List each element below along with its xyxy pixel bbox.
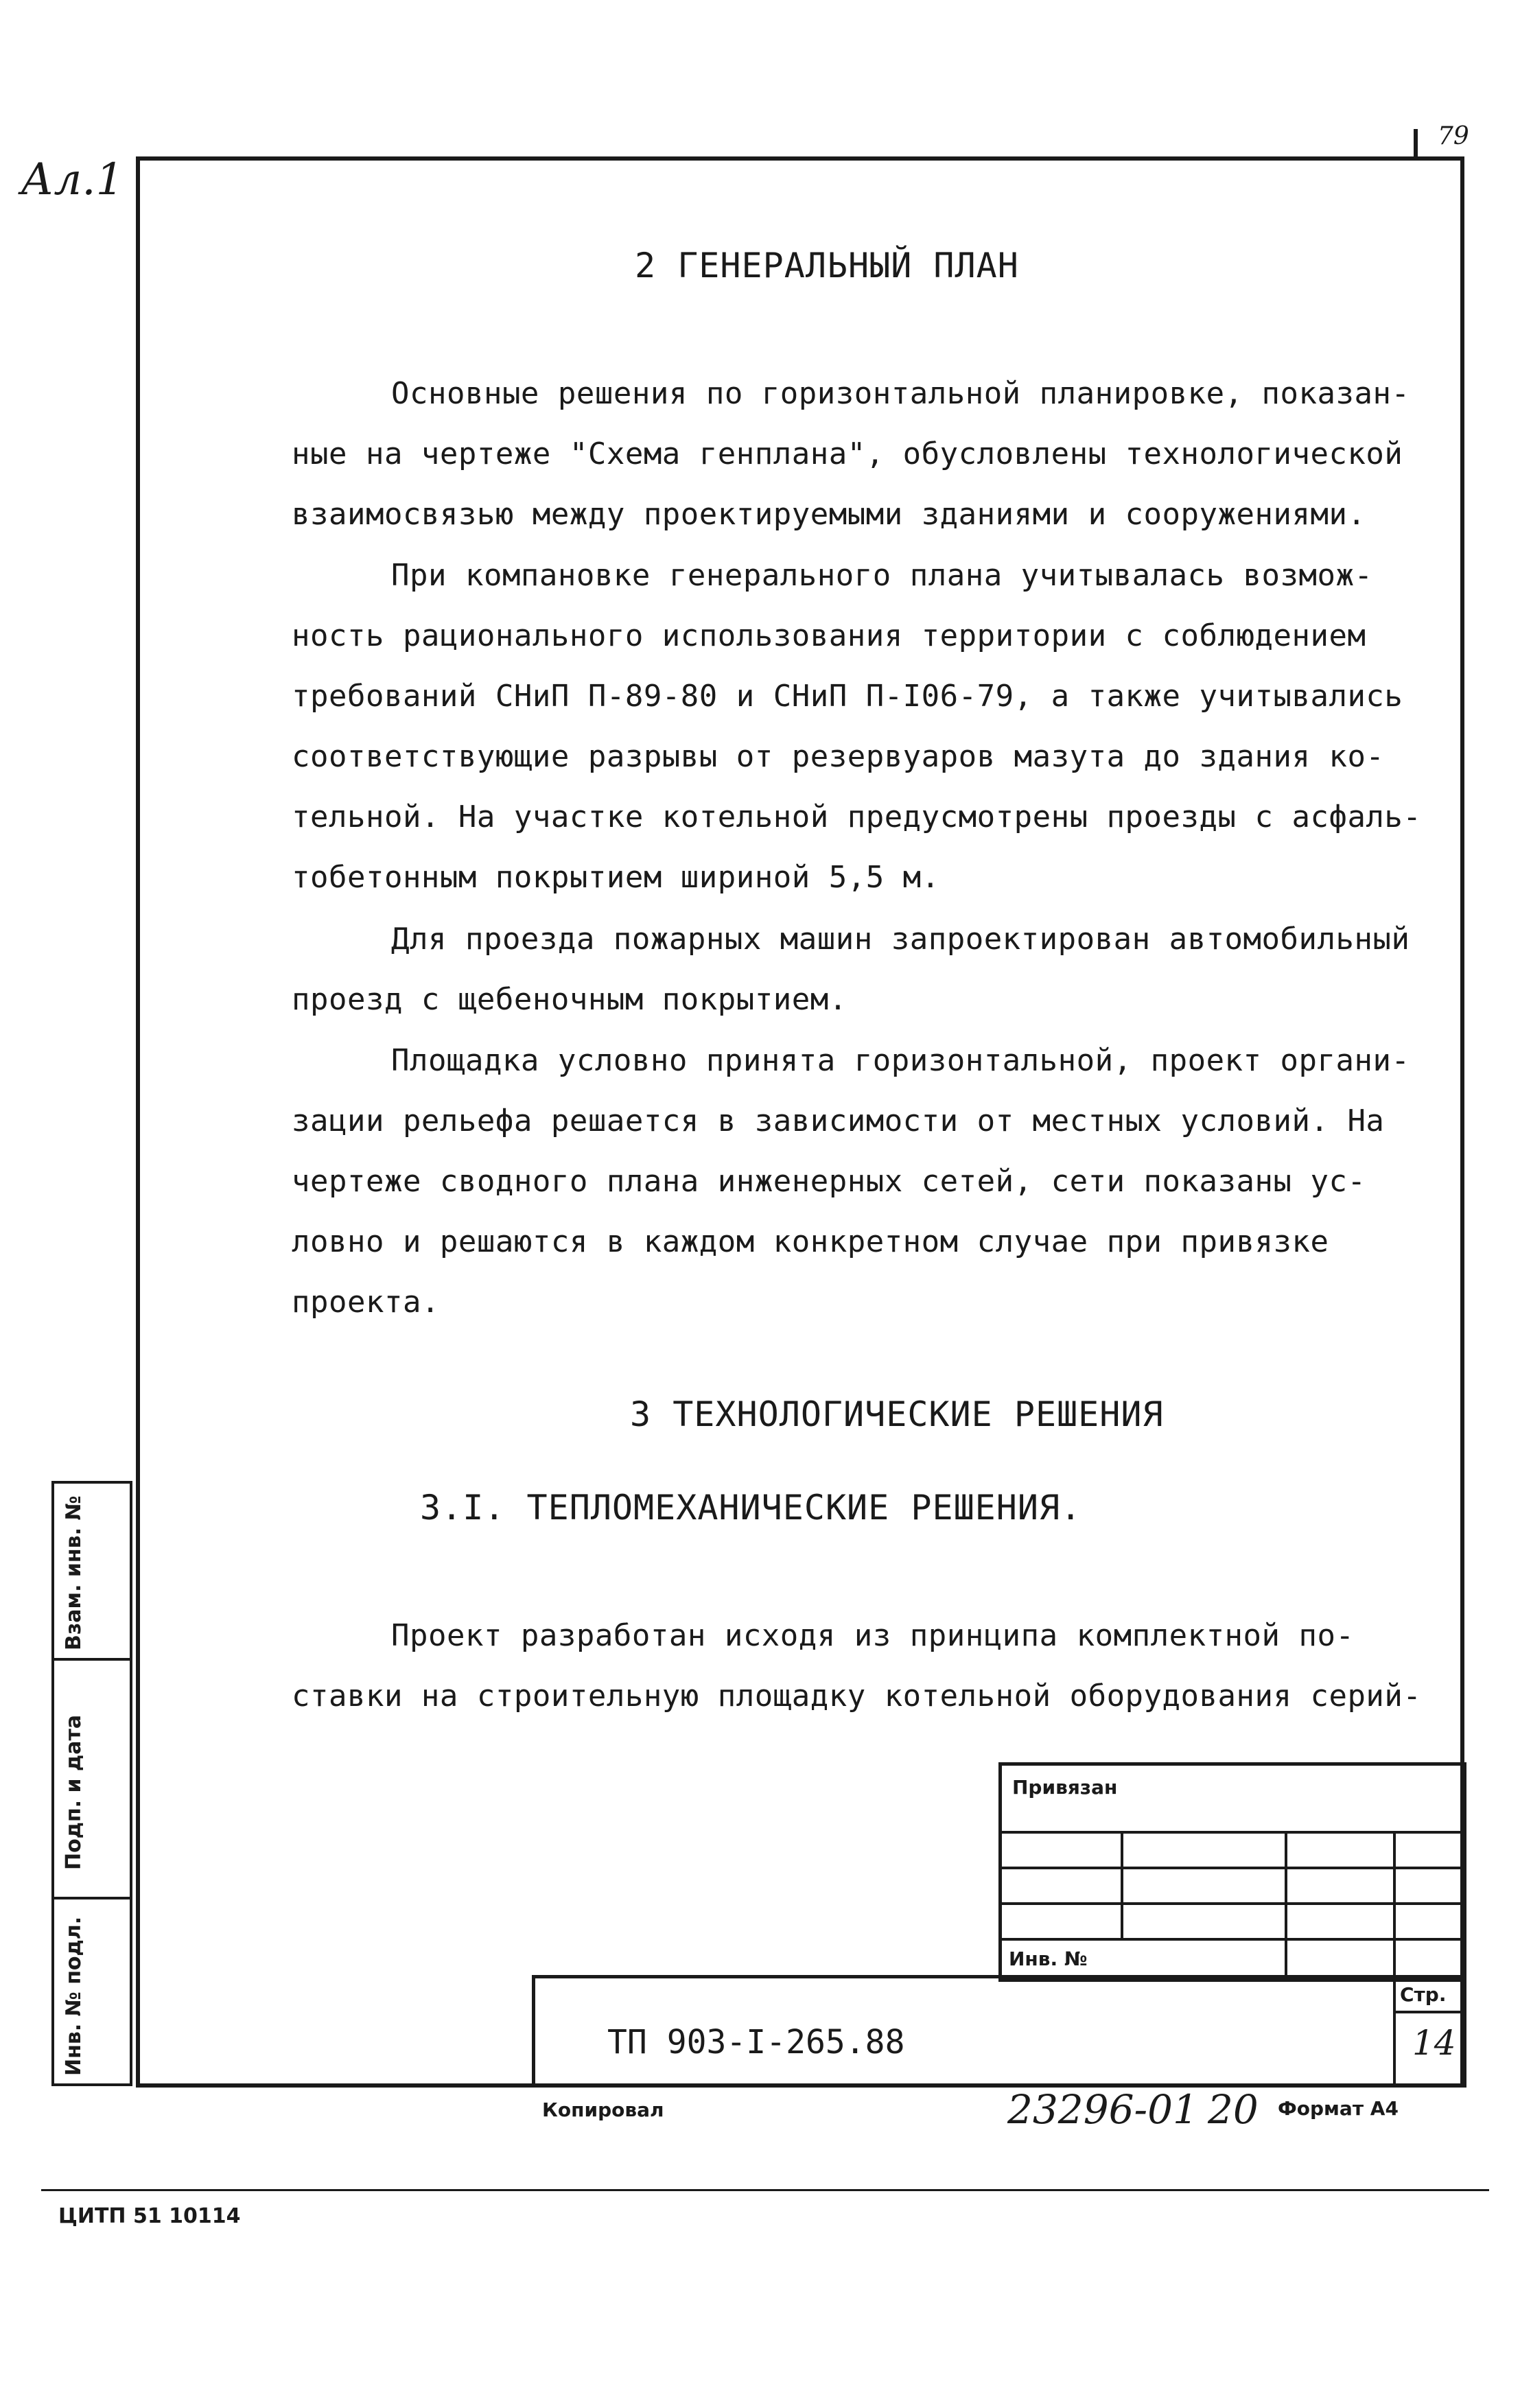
section-2-paragraph-3 xyxy=(292,909,1458,1030)
page-label: Стр. xyxy=(1400,1983,1447,2006)
text-line: Площадка условно принята горизонтальной, проект органи- xyxy=(391,1043,1410,1078)
text-line: соответствующие разрывы от резервуаров мазута до здания ко- xyxy=(292,739,1385,774)
text-line: ность рационального использования территории с соблюдением xyxy=(292,618,1366,653)
privyazan-rule xyxy=(998,1831,1466,1834)
printer-mark: ЦИТП 51 10114 xyxy=(58,2204,241,2228)
bottom-rule xyxy=(41,2189,1489,2191)
page-number: 14 xyxy=(1412,2023,1456,2063)
text-line: зации рельефа решается в зависимости от местных условий. На xyxy=(292,1103,1385,1138)
text-line: проекта. xyxy=(292,1285,440,1320)
format-label: Формат А4 xyxy=(1278,2097,1399,2120)
privyazan-label: Привязан xyxy=(1012,1776,1118,1799)
text-line: требований СНиП П-89-80 и СНиП П-I06-79, а также учитывались xyxy=(292,679,1403,714)
page-number-cell-rule xyxy=(1393,2011,1466,2013)
side-label-inv-podl: Инв. № подл. xyxy=(62,1916,86,2076)
order-number: 23296-01 xyxy=(1007,2086,1198,2133)
kopiroval-label: Копировал xyxy=(542,2099,664,2121)
section-3-1-subheading: 3.I. ТЕПЛОМЕХАНИЧЕСКИЕ РЕШЕНИЯ. xyxy=(420,1488,1082,1528)
privyazan-vline xyxy=(1121,1831,1123,1938)
text-line: тельной. На участке котельной предусмотрены проезды с асфаль- xyxy=(292,799,1422,834)
text-line: ставки на строительную площадку котельной оборудования серий- xyxy=(292,1679,1422,1714)
side-label-vzam-inv: Взам. инв. № xyxy=(62,1495,86,1650)
order-suffix: 20 xyxy=(1208,2086,1259,2133)
section-2-paragraph-4 xyxy=(292,1031,1458,1333)
privyazan-rule xyxy=(998,1938,1466,1941)
text-line: Для проезда пожарных машин запроектирован автомобильный xyxy=(391,922,1410,957)
page-number-cell-divider xyxy=(1393,1975,1396,2086)
text-line: Основные решения по горизонтальной планировке, показан- xyxy=(391,376,1410,411)
section-3-paragraph-1 xyxy=(292,1606,1458,1727)
text-line: тобетонным покрытием шириной 5,5 м. xyxy=(292,860,940,895)
text-line: ловно и решаются в каждом конкретном случае при привязке xyxy=(292,1224,1329,1259)
privyazan-rule xyxy=(998,1902,1466,1905)
section-3-heading: 3 ТЕХНОЛОГИЧЕСКИЕ РЕШЕНИЯ xyxy=(630,1394,1164,1434)
inv-no-label: Инв. № xyxy=(1009,1948,1088,1970)
text-line: взаимосвязью между проектируемыми зданиями и сооружениями. xyxy=(292,497,1366,532)
side-label-podp-data: Подп. и дата xyxy=(62,1714,86,1870)
document-code: ТП 903-I-265.88 xyxy=(607,2023,905,2061)
privyazan-vline xyxy=(1285,1831,1287,1982)
text-line: Проект разработан исходя из принципа комплектной по- xyxy=(391,1618,1355,1653)
text-line: При компановке генерального плана учитывалась возмож- xyxy=(391,558,1373,593)
section-2-paragraph-1 xyxy=(292,364,1458,545)
page-marker: 79 xyxy=(1438,122,1469,150)
text-line: ные на чертеже "Схема генплана", обусловлены технологической xyxy=(292,436,1403,471)
privyazan-vline xyxy=(1393,1831,1396,1982)
text-line: чертеже сводного плана инженерных сетей, сети показаны ус- xyxy=(292,1164,1366,1199)
section-2-heading: 2 ГЕНЕРАЛЬНЫЙ ПЛАН xyxy=(635,246,1019,285)
privyazan-rule xyxy=(998,1867,1466,1869)
text-line: проезд с щебеночным покрытием. xyxy=(292,982,847,1017)
section-2-paragraph-2 xyxy=(292,546,1458,908)
sheet-mark: Ал.1 xyxy=(21,154,124,205)
